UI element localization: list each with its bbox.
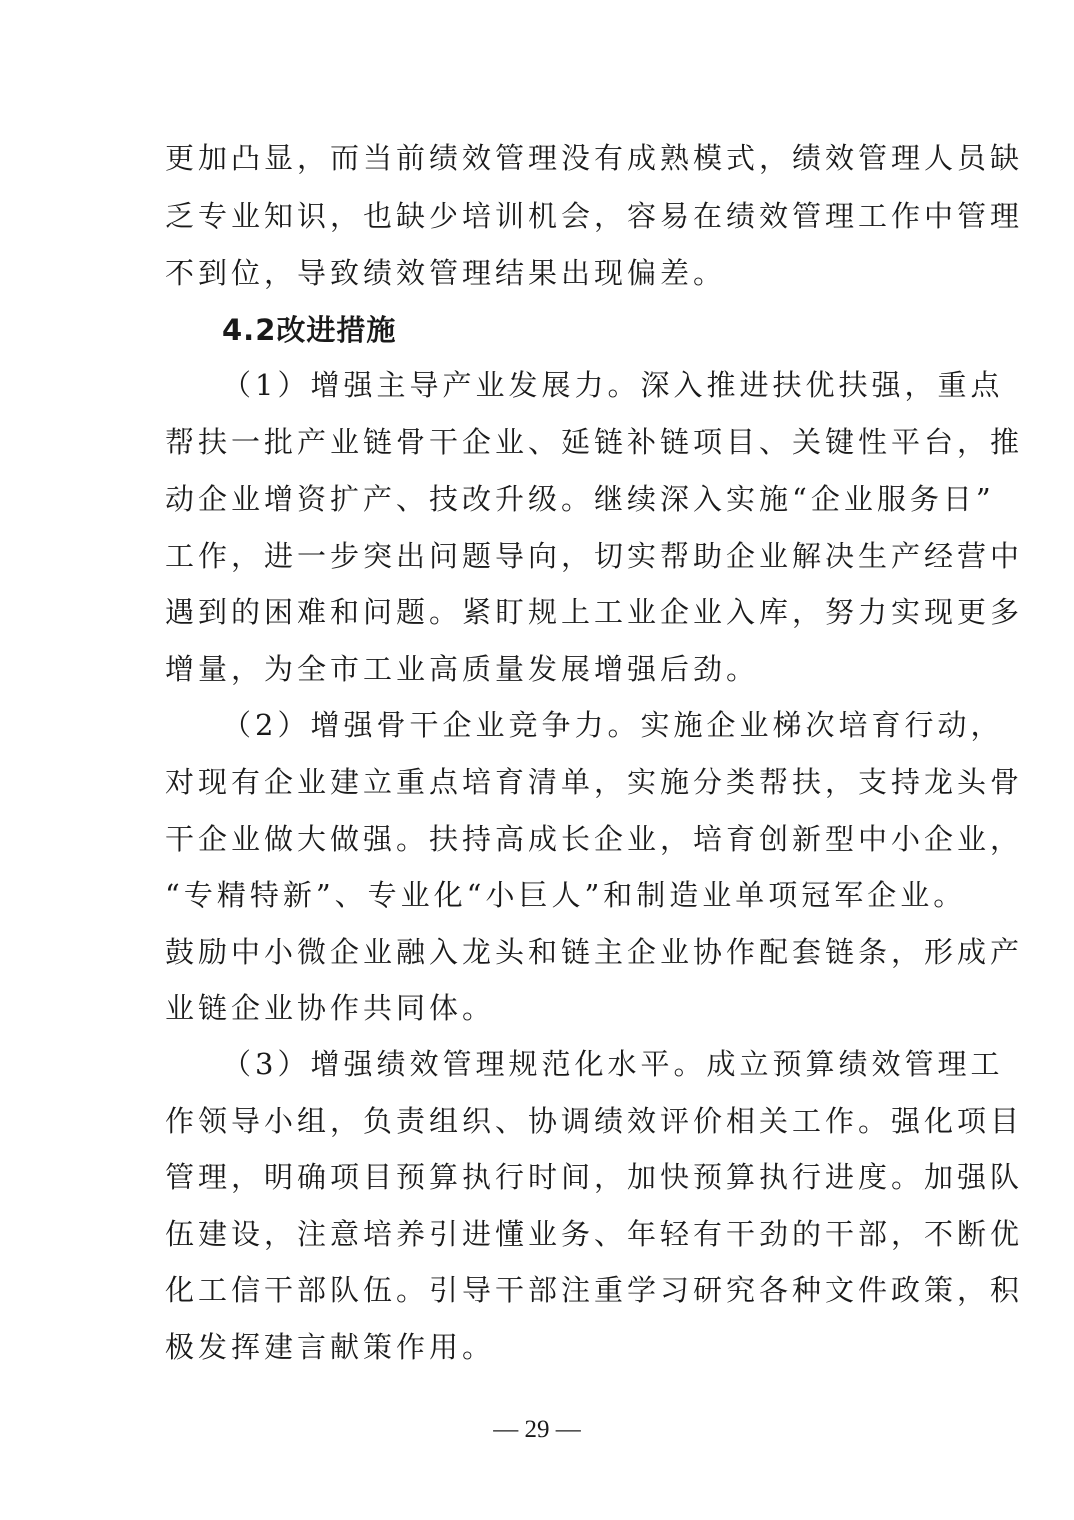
paragraph-3-line: （3）增强绩效管理规范化水平。成立预算绩效管理工 xyxy=(222,1047,1004,1081)
page-number: — 29 — xyxy=(493,1416,581,1443)
paragraph-1-line: 增量，为全市工业高质量发展增强后劲。 xyxy=(165,652,760,686)
paragraph-1-line: 帮扶一批产业链骨干企业、延链补链项目、关键性平台，推 xyxy=(165,425,1024,459)
paragraph-1-line: 动企业增资扩产、技改升级。继续深入实施“企业服务日” xyxy=(165,482,995,516)
paragraph-2-line: 业链企业协作共同体。 xyxy=(165,991,496,1025)
paragraph-1-line: 工作，进一步突出问题导向，切实帮助企业解决生产经营中 xyxy=(165,539,1024,573)
paragraph-3-line: 伍建设，注意培养引进懂业务、年轻有干劲的干部，不断优 xyxy=(165,1217,1024,1251)
paragraph-2-line: 鼓励中小微企业融入龙头和链主企业协作配套链条，形成产 xyxy=(165,935,1024,969)
paragraph-2-line: “专精特新”、专业化“小巨人”和制造业单项冠军企业。 xyxy=(165,878,967,912)
paragraph-2-line: （2）增强骨干企业竞争力。实施企业梯次培育行动， xyxy=(222,708,1004,742)
section-heading: 4.2改进措施 xyxy=(222,313,397,347)
paragraph-2-line: 对现有企业建立重点培育清单，实施分类帮扶，支持龙头骨 xyxy=(165,765,1024,799)
paragraph-1-line: 遇到的困难和问题。紧盯规上工业企业入库，努力实现更多 xyxy=(165,595,1024,629)
body-text-line: 更加凸显，而当前绩效管理没有成熟模式，绩效管理人员缺 xyxy=(165,141,1024,175)
paragraph-1-line: （1）增强主导产业发展力。深入推进扶优扶强，重点 xyxy=(222,368,1004,402)
body-text-line: 不到位，导致绩效管理结果出现偏差。 xyxy=(165,256,727,290)
paragraph-2-line: 干企业做大做强。扶持高成长企业，培育创新型中小企业， xyxy=(165,822,1024,856)
paragraph-3-line: 作领导小组，负责组织、协调绩效评价相关工作。强化项目 xyxy=(165,1104,1024,1138)
body-text-line: 乏专业知识，也缺少培训机会，容易在绩效管理工作中管理 xyxy=(165,199,1024,233)
paragraph-3-line: 极发挥建言献策作用。 xyxy=(165,1330,496,1364)
paragraph-3-line: 管理，明确项目预算执行时间，加快预算执行进度。加强队 xyxy=(165,1160,1024,1194)
paragraph-3-line: 化工信干部队伍。引导干部注重学习研究各种文件政策，积 xyxy=(165,1273,1024,1307)
